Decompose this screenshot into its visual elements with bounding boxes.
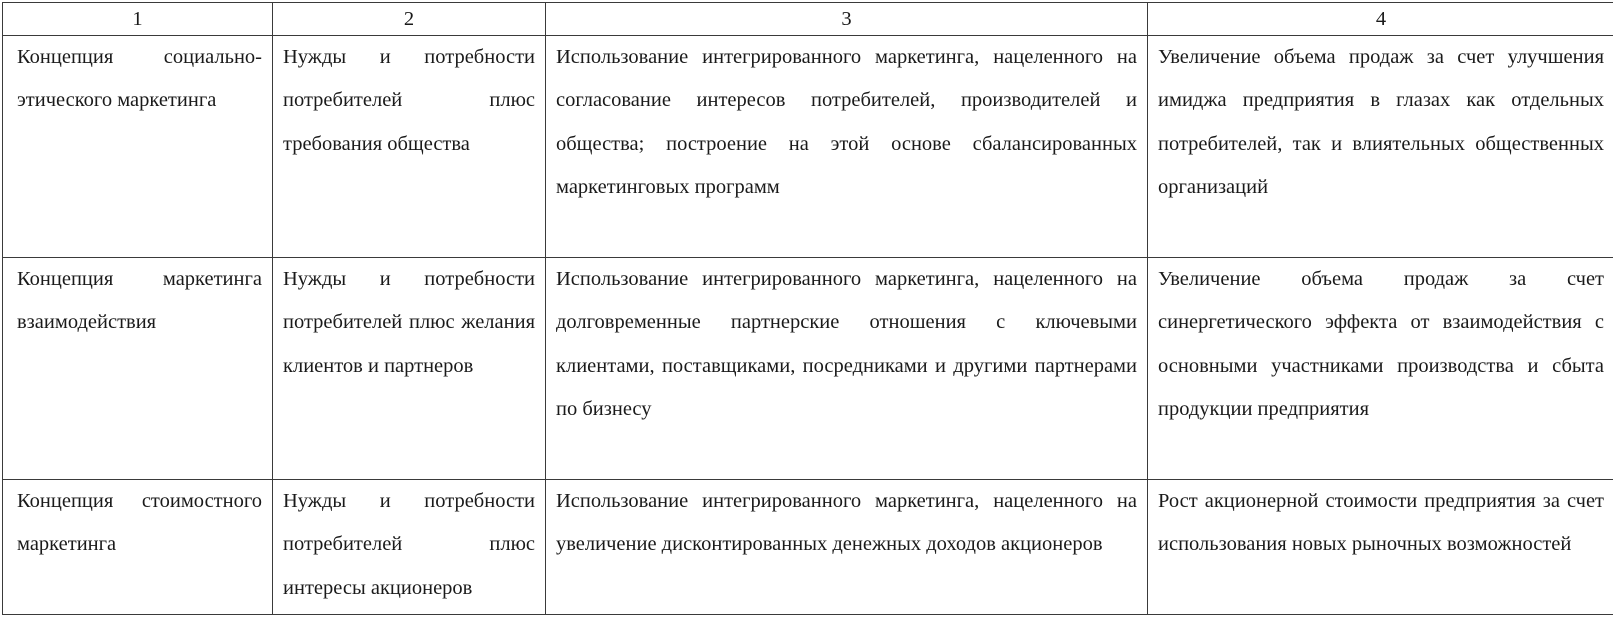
table-row — [3, 36, 1613, 258]
concept-name-cell: Концепция маркетинга взаимодействия — [3, 258, 273, 480]
needs-cell: Нужды и потребности потребителей плюс желания клиентов и партнеров — [273, 258, 546, 480]
concept-name-cell: Концепция социально-этического маркетинга — [3, 36, 273, 258]
method-cell: Использование интегрированного маркетинга, нацеленного на согласование интересов потребителей, производителей и общества; построение на этой основе сбалансированных маркетинговых программ — [546, 36, 1148, 258]
table-header-row — [3, 3, 1613, 36]
header-cell-2: 2 — [273, 3, 546, 36]
method-cell: Использование интегрированного маркетинга, нацеленного на увеличение дисконтированных денежных доходов акционеров — [546, 480, 1148, 615]
marketing-concepts-table — [2, 2, 1613, 615]
header-cell-4: 4 — [1148, 3, 1613, 36]
goal-cell: Увеличение объема продаж за счет синергетического эффекта от взаимодействия с основными участниками производства и сбыта продукции предприятия — [1148, 258, 1613, 480]
header-cell-3: 3 — [546, 3, 1148, 36]
goal-cell: Рост акционерной стоимости предприятия за счет использования новых рыночных возможностей — [1148, 480, 1613, 615]
needs-cell: Нужды и потребности потребителей плюс требования общества — [273, 36, 546, 258]
method-cell: Использование интегрированного маркетинга, нацеленного на долговременные партнерские отношения с ключевыми клиентами, поставщиками, посредниками и другими партнерами по бизнесу — [546, 258, 1148, 480]
goal-cell: Увеличение объема продаж за счет улучшения имиджа предприятия в глазах как отдельных потребителей, так и влиятельных общественных организаций — [1148, 36, 1613, 258]
table-row — [3, 258, 1613, 480]
needs-cell: Нужды и потребности потребителей плюс интересы акционеров — [273, 480, 546, 615]
header-cell-1: 1 — [3, 3, 273, 36]
concept-name-cell: Концепция стоимостного маркетинга — [3, 480, 273, 615]
table-row — [3, 480, 1613, 615]
